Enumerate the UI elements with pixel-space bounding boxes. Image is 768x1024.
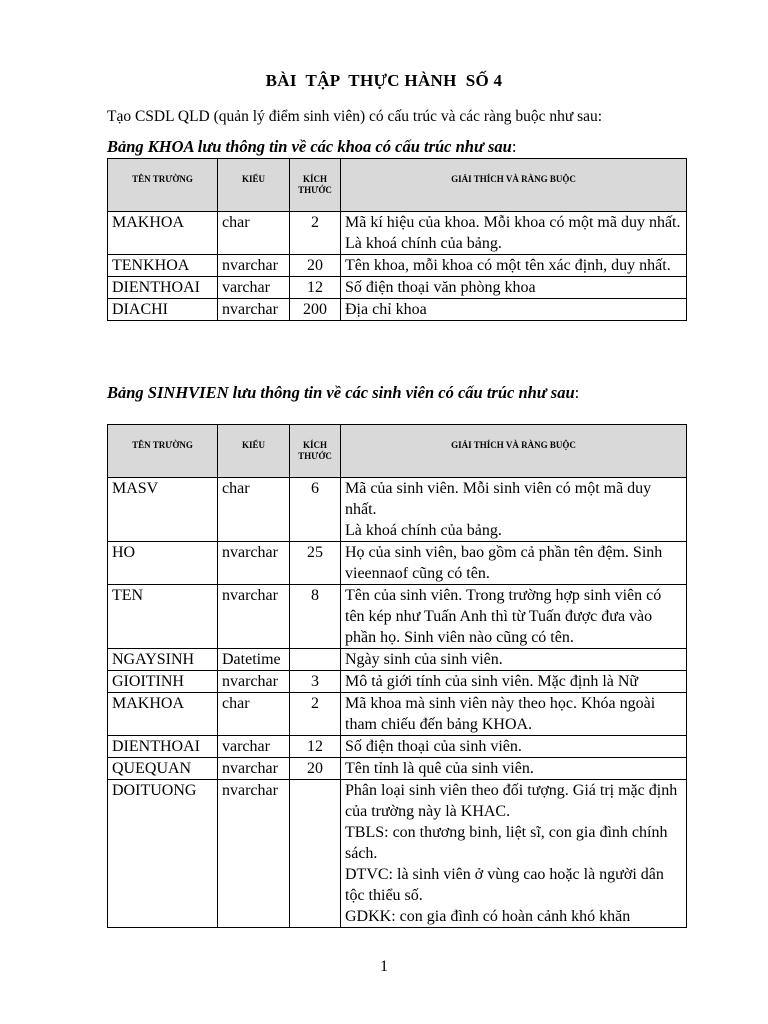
description-cell: Tên tỉnh là quê của sinh viên. bbox=[341, 758, 687, 780]
header-field-name: TÊN TRƯỜNG bbox=[108, 425, 218, 478]
header-type: KIỂU bbox=[218, 159, 290, 212]
sinhvien-table-caption: Bảng SINHVIEN lưu thông tin về các sinh viên có cấu trúc như sau: bbox=[107, 383, 580, 402]
size-cell: 2 bbox=[290, 212, 341, 255]
khoa-table-header bbox=[108, 159, 687, 212]
description-cell: Số điện thoại của sinh viên. bbox=[341, 736, 687, 758]
page-title: BÀI TẬP THỰC HÀNH SỐ 4 bbox=[265, 71, 503, 90]
khoa-caption-text: Bảng KHOA lưu thông tin về các khoa có cấu trúc như sau bbox=[107, 137, 512, 156]
table-row bbox=[108, 649, 687, 671]
field-name-cell: DIENTHOAI bbox=[108, 277, 218, 299]
description-cell: Mã khoa mà sinh viên này theo học. Khóa ngoài tham chiếu đến bảng KHOA. bbox=[341, 693, 687, 736]
table-row bbox=[108, 255, 687, 277]
page-number: 1 bbox=[380, 958, 388, 975]
description-cell: Tên khoa, mỗi khoa có một tên xác định, duy nhất. bbox=[341, 255, 687, 277]
description-cell: Mã kí hiệu của khoa. Mỗi khoa có một mã duy nhất. Là khoá chính của bảng. bbox=[341, 212, 687, 255]
type-cell: nvarchar bbox=[218, 299, 290, 321]
size-cell: 20 bbox=[290, 758, 341, 780]
description-cell: Mã của sinh viên. Mỗi sinh viên có một mã duy nhất. Là khoá chính của bảng. bbox=[341, 478, 687, 542]
table-row bbox=[108, 736, 687, 758]
table-row bbox=[108, 478, 687, 542]
size-cell bbox=[290, 649, 341, 671]
table-row bbox=[108, 671, 687, 693]
type-cell: varchar bbox=[218, 736, 290, 758]
type-cell: varchar bbox=[218, 277, 290, 299]
header-description: GIẢI THÍCH VÀ RÀNG BUỘC bbox=[341, 159, 687, 212]
field-name-cell: DIACHI bbox=[108, 299, 218, 321]
description-cell: Phân loại sinh viên theo đối tượng. Giá trị mặc định của trường này là KHAC. TBLS: con thương binh, liệt sĩ, con gia đình chính sách. DTVC: là sinh viên ở vùng cao hoặc là người dân tộc thiểu số. GDKK: con gia đình có hoàn cảnh khó khăn bbox=[341, 780, 687, 928]
header-field-name: TÊN TRƯỜNG bbox=[108, 159, 218, 212]
description-cell: Họ của sinh viên, bao gồm cả phần tên đệm. Sinh vieennaof cũng có tên. bbox=[341, 542, 687, 585]
type-cell: char bbox=[218, 212, 290, 255]
size-cell: 200 bbox=[290, 299, 341, 321]
description-cell: Ngày sinh của sinh viên. bbox=[341, 649, 687, 671]
sinhvien-table bbox=[107, 424, 687, 928]
type-cell: nvarchar bbox=[218, 671, 290, 693]
header-description: GIẢI THÍCH VÀ RÀNG BUỘC bbox=[341, 425, 687, 478]
table-row bbox=[108, 299, 687, 321]
size-cell: 6 bbox=[290, 478, 341, 542]
type-cell: char bbox=[218, 478, 290, 542]
intro-text: Tạo CSDL QLD (quản lý điểm sinh viên) có cấu trúc và các ràng buộc như sau: bbox=[107, 108, 603, 125]
size-cell bbox=[290, 780, 341, 928]
type-cell: char bbox=[218, 693, 290, 736]
table-row bbox=[108, 277, 687, 299]
type-cell: nvarchar bbox=[218, 585, 290, 649]
field-name-cell: MAKHOA bbox=[108, 212, 218, 255]
table-row bbox=[108, 212, 687, 255]
header-size: KÍCH THƯỚC bbox=[290, 425, 341, 478]
table-row bbox=[108, 542, 687, 585]
size-cell: 12 bbox=[290, 277, 341, 299]
size-cell: 12 bbox=[290, 736, 341, 758]
size-cell: 8 bbox=[290, 585, 341, 649]
size-cell: 2 bbox=[290, 693, 341, 736]
field-name-cell: MAKHOA bbox=[108, 693, 218, 736]
description-cell: Địa chỉ khoa bbox=[341, 299, 687, 321]
type-cell: nvarchar bbox=[218, 758, 290, 780]
size-cell: 25 bbox=[290, 542, 341, 585]
size-cell: 20 bbox=[290, 255, 341, 277]
field-name-cell: QUEQUAN bbox=[108, 758, 218, 780]
description-cell: Tên của sinh viên. Trong trường hợp sinh viên có tên kép như Tuấn Anh thì từ Tuấn được đưa vào phần họ. Sinh viên nào cũng có tên. bbox=[341, 585, 687, 649]
table-row bbox=[108, 693, 687, 736]
table-row bbox=[108, 758, 687, 780]
field-name-cell: DOITUONG bbox=[108, 780, 218, 928]
description-cell: Số điện thoại văn phòng khoa bbox=[341, 277, 687, 299]
khoa-table-caption: Bảng KHOA lưu thông tin về các khoa có cấu trúc như sau: bbox=[107, 137, 517, 156]
type-cell: Datetime bbox=[218, 649, 290, 671]
field-name-cell: HO bbox=[108, 542, 218, 585]
table-row bbox=[108, 780, 687, 928]
header-type: KIỂU bbox=[218, 425, 290, 478]
khoa-table bbox=[107, 158, 687, 321]
type-cell: nvarchar bbox=[218, 255, 290, 277]
field-name-cell: DIENTHOAI bbox=[108, 736, 218, 758]
header-size: KÍCH THƯỚC bbox=[290, 159, 341, 212]
field-name-cell: NGAYSINH bbox=[108, 649, 218, 671]
type-cell: nvarchar bbox=[218, 780, 290, 928]
table-row bbox=[108, 585, 687, 649]
type-cell: nvarchar bbox=[218, 542, 290, 585]
field-name-cell: GIOITINH bbox=[108, 671, 218, 693]
sinhvien-caption-text: Bảng SINHVIEN lưu thông tin về các sinh viên có cấu trúc như sau bbox=[107, 383, 575, 402]
field-name-cell: TENKHOA bbox=[108, 255, 218, 277]
description-cell: Mô tả giới tính của sinh viên. Mặc định là Nữ bbox=[341, 671, 687, 693]
sinhvien-table-header bbox=[108, 425, 687, 478]
field-name-cell: MASV bbox=[108, 478, 218, 542]
field-name-cell: TEN bbox=[108, 585, 218, 649]
size-cell: 3 bbox=[290, 671, 341, 693]
